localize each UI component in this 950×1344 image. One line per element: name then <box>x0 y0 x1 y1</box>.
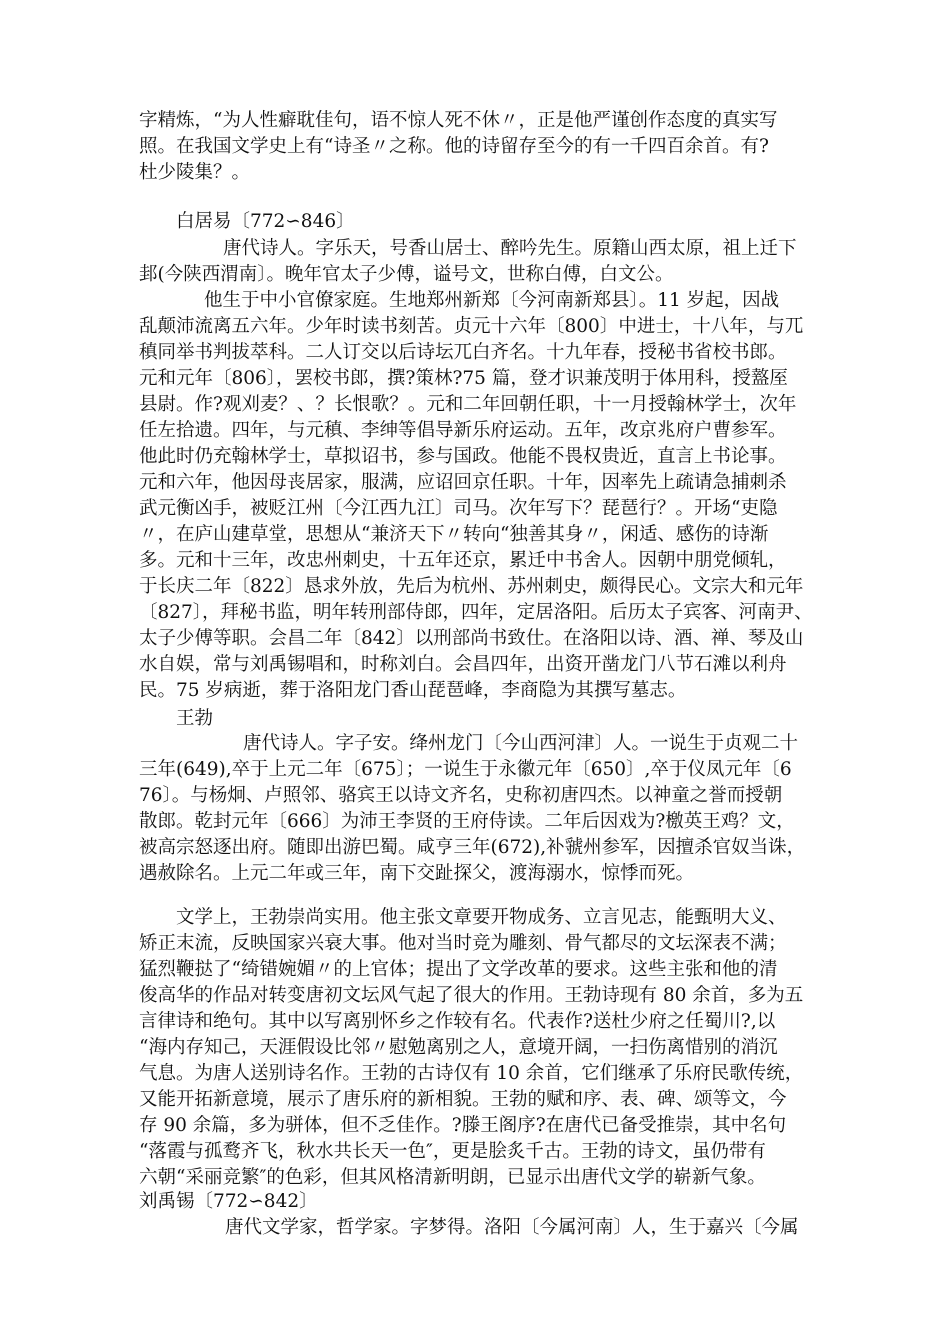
text-line: 〔827〕，拜秘书监，明年转刑部侍郎，四年，定居洛阳。后历太子宾客、河南尹、 <box>139 602 813 623</box>
text-line: 俊高华的作品对转变唐初文坛风气起了很大的作用。王勃诗现有 80 余首，多为五 <box>139 985 804 1006</box>
text-line: 被高宗怒逐出府。随即出游巴蜀。咸亨三年(672),补虢州参军，因擅杀官奴当诛， <box>139 837 806 858</box>
text-line: 他此时仍充翰林学士，草拟诏书，参与国政。他能不畏权贵近，直言上书论事。 <box>139 446 787 467</box>
text-line: “落霞与孤鹜齐飞，秋水共长天一色″，更是脍炙千古。王勃的诗文，虽仍带有 <box>139 1141 766 1162</box>
text-line: 唐代诗人。字子安。绛州龙门〔今山西河津〕人。一说生于贞观二十 <box>243 733 799 754</box>
text-line: 气息。为唐人送别诗名作。王勃的古诗仅有 10 余首，它们继承了乐府民歌传统， <box>139 1063 804 1084</box>
text-line: 猛烈鞭挞了“绮错婉媚〃的上官体；提出了文学改革的要求。这些主张和他的清 <box>139 959 778 980</box>
text-line: 照。在我国文学史上有“诗圣〃之称。他的诗留存至今的有一千四百余首。有? <box>139 136 769 157</box>
text-line: 存 90 余篇，多为骈体，但不乏佳作。?滕王阁序?在唐代已备受推崇，其中名句 <box>139 1115 787 1136</box>
text-line: “海内存知己，天涯假设比邻〃慰勉离别之人，意境开阔，一扫伤离惜别的消沉 <box>139 1037 778 1058</box>
text-line: 水自娱，常与刘禹锡唱和，时称刘白。会昌四年，出资开凿龙门八节石滩以利舟 <box>139 654 787 675</box>
text-line: 元和六年，他因母丧居家，服满，应诏回京任职。十年，因率先上疏请急捕刺杀 <box>139 472 787 493</box>
text-line: 矫正末流，反映国家兴衰大事。他对当时竞为雕刻、骨气都尽的文坛深表不满； <box>139 933 787 954</box>
text-line: 邽(今陕西渭南〕。晚年官太子少傅，谥号文，世称白傅，白文公。 <box>139 264 674 285</box>
section-heading-liu-yuxi: 刘禹锡〔772∽842〕 <box>139 1191 318 1212</box>
section-heading-wang-bo: 王勃 <box>176 708 214 729</box>
text-line: 县尉。作?观刈麦？、？长恨歌？。元和二年回朝任职，十一月授翰林学士，次年 <box>139 394 797 415</box>
text-line: 〃，在庐山建草堂，思想从“兼济天下〃转向“独善其身〃，闲适、感伤的诗渐 <box>139 524 769 545</box>
text-line: 民。75 岁病逝，葬于洛阳龙门香山琵琶峰，李商隐为其撰写墓志。 <box>139 680 687 701</box>
text-line: 六朝“采丽竞繁″的色彩，但其风格清新明朗，已显示出唐代文学的崭新气象。 <box>139 1167 766 1188</box>
text-line: 字精炼，“为人性癖耽佳句，语不惊人死不休〃，正是他严谨创作态度的真实写 <box>139 110 778 131</box>
text-line: 稹同举书判拔萃科。二人订交以后诗坛兀白齐名。十九年春，授秘书省校书郎。 <box>139 342 787 363</box>
text-line: 任左拾遗。四年，与元稹、李绅等倡导新乐府运动。五年，改京兆府户曹参军。 <box>139 420 787 441</box>
text-line: 杜少陵集？。 <box>139 162 251 183</box>
text-line: 多。元和十三年，改忠州刺史，十五年还京，累迁中书舍人。因朝中朋党倾轧， <box>139 550 787 571</box>
text-line: 唐代文学家，哲学家。字梦得。洛阳〔今属河南〕人，生于嘉兴〔今属 <box>225 1217 799 1238</box>
text-line: 他生于中小官僚家庭。生地郑州新郑〔今河南新郑县〕。11 岁起，因战 <box>204 290 780 311</box>
text-line: 又能开拓新意境，展示了唐乐府的新相貌。王勃的赋和序、表、碑、颂等文，今 <box>139 1089 787 1110</box>
text-line: 武元衡凶手，被贬江州〔今江西九江〕司马。次年写下？琵琶行？。开场“吏隐 <box>139 498 778 519</box>
text-line: 76〕。与杨炯、卢照邻、骆宾王以诗文齐名，史称初唐四杰。以神童之誉而授朝 <box>139 785 783 806</box>
text-line: 元和元年〔806〕，罢校书郎，撰?策林?75 篇，登才识兼茂明于体用科，授盩厔 <box>139 368 788 389</box>
text-line: 于长庆二年〔822〕恳求外放，先后为杭州、苏州刺史，颇得民心。文宗大和元年 <box>139 576 804 597</box>
text-line: 遇赦除名。上元二年或三年，南下交趾探父，渡海溺水，惊悸而死。 <box>139 863 695 884</box>
text-line: 太子少傅等职。会昌二年〔842〕以刑部尚书致仕。在洛阳以诗、酒、禅、琴及山 <box>139 628 804 649</box>
text-line: 唐代诗人。字乐天，号香山居士、醉吟先生。原籍山西太原，祖上迁下 <box>223 238 797 259</box>
text-line: 文学上，王勃崇尚实用。他主张文章要开物成务、立言见志，能甄明大义、 <box>176 907 787 928</box>
text-line: 乱颠沛流离五六年。少年时读书刻苦。贞元十六年〔800〕中进士，十八年，与兀 <box>139 316 804 337</box>
text-line: 言律诗和绝句。其中以写离别怀乡之作较有名。代表作?送杜少府之任蜀川?,以 <box>139 1011 776 1032</box>
section-heading-bai-juyi: 白居易〔772∽846〕 <box>176 211 355 232</box>
text-line: 三年(649),卒于上元二年〔675〕；一说生于永徽元年〔650〕,卒于仪凤元年〔6 <box>139 759 792 780</box>
text-line: 散郎。乾封元年〔666〕为沛王李贤的王府侍读。二年后因戏为?檄英王鸡？文， <box>139 811 795 832</box>
